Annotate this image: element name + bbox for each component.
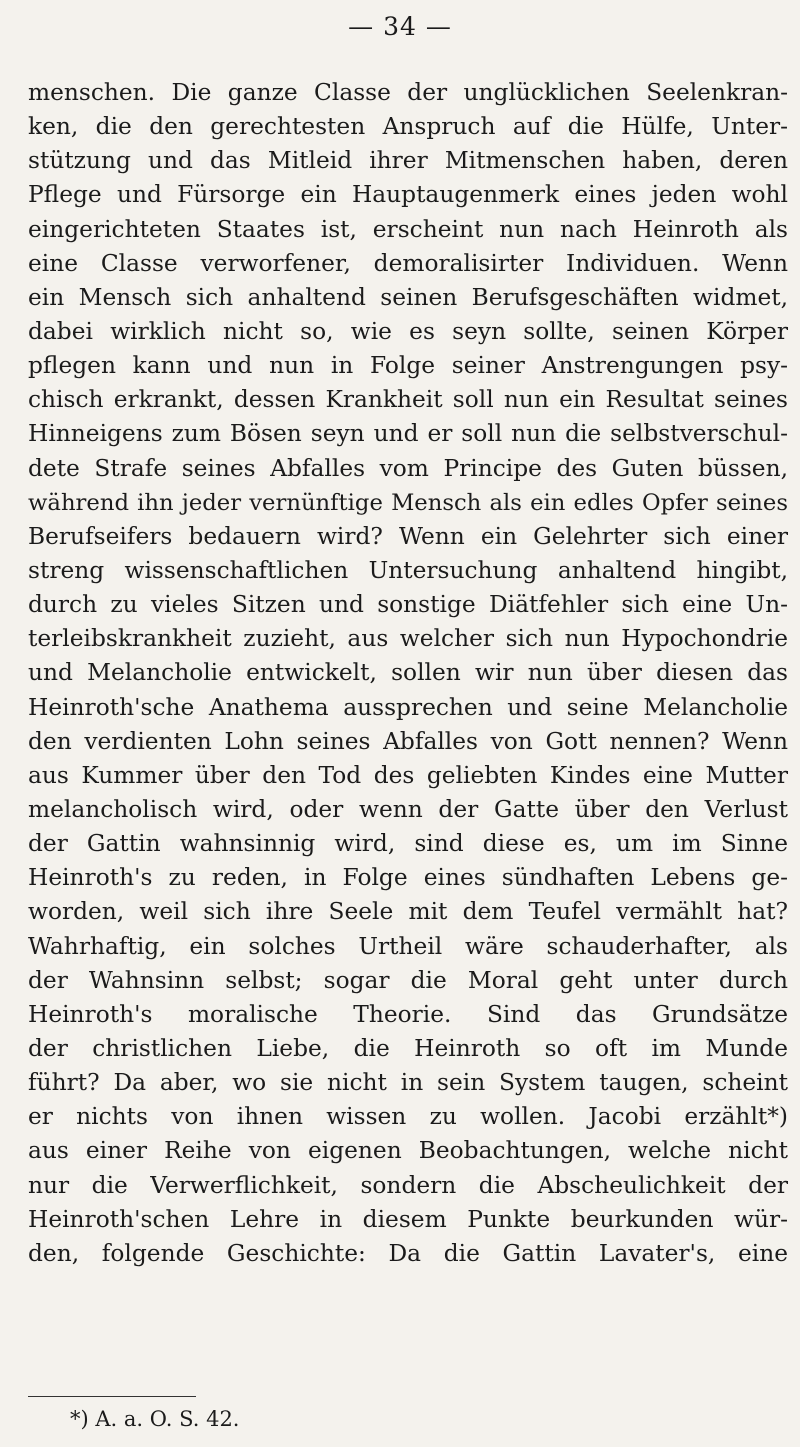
text-line-18: und Melancholie entwickelt, sollen wir nun über diesen das (28, 659, 788, 687)
text-line-16: durch zu vieles Sitzen und sonstige Diätfehler sich eine Un- (28, 591, 788, 619)
text-line-28: Heinroth's moralische Theorie. Sind das Grundsätze (28, 1000, 788, 1028)
text-line-20: den verdienten Lohn seines Abfalles von Gott nennen? Wenn (28, 727, 788, 755)
text-line-15: streng wissenschaftlichen Untersuchung anhaltend hingibt, (28, 556, 788, 584)
text-line-27: der Wahnsinn selbst; sogar die Moral geht unter durch (28, 966, 788, 994)
text-line-12: dete Strafe seines Abfalles vom Principe des Guten büssen, (28, 454, 788, 482)
text-line-24: Heinroth's zu reden, in Folge eines sündhaften Lebens ge- (28, 864, 788, 892)
text-line-11: Hinneigens zum Bösen seyn und er soll nun die selbstverschul- (28, 420, 788, 448)
text-line-6: eine Classe verworfener, demoralisirter Individuen. Wenn (28, 249, 788, 277)
text-line-29: der christlichen Liebe, die Heinroth so oft im Munde (28, 1034, 788, 1062)
text-line-21: aus Kummer über den Tod des geliebten Kindes eine Mutter (28, 761, 788, 789)
text-line-8: dabei wirklich nicht so, wie es seyn sollte, seinen Körper (28, 317, 788, 345)
footnote: *) A. a. O. S. 42. (70, 1407, 240, 1431)
page-number: — 34 — (348, 12, 452, 41)
text-line-25: worden, weil sich ihre Seele mit dem Teufel vermählt hat? (28, 898, 788, 926)
text-line-2: ken, die den gerechtesten Anspruch auf die Hülfe, Unter- (28, 113, 788, 141)
text-line-23: der Gattin wahnsinnig wird, sind diese es, um im Sinne (28, 830, 788, 858)
text-line-14: Berufseifers bedauern wird? Wenn ein Gelehrter sich einer (28, 522, 788, 550)
text-line-9: pflegen kann und nun in Folge seiner Anstrengungen psy- (28, 352, 788, 380)
text-line-17: terleibskrankheit zuzieht, aus welcher sich nun Hypochondrie (28, 625, 788, 653)
text-line-3: stützung und das Mitleid ihrer Mitmenschen haben, deren (28, 147, 788, 175)
text-line-7: ein Mensch sich anhaltend seinen Berufsgeschäften widmet, (28, 283, 788, 311)
text-line-10: chisch erkrankt, dessen Krankheit soll nun ein Resultat seines (28, 386, 788, 414)
text-line-19: Heinroth'sche Anathema aussprechen und seine Melancholie (28, 693, 788, 721)
text-line-31: er nichts von ihnen wissen zu wollen. Jacobi erzählt*) (28, 1103, 788, 1131)
text-line-32: aus einer Reihe von eigenen Beobachtungen, welche nicht (28, 1137, 788, 1165)
text-line-1: menschen. Die ganze Classe der unglücklichen Seelenkran- (28, 79, 788, 106)
text-line-33: nur die Verwerflichkeit, sondern die Abscheulichkeit der (28, 1171, 788, 1199)
text-line-26: Wahrhaftig, ein solches Urtheil wäre schauderhafter, als (28, 932, 788, 960)
text-line-35: den, folgende Geschichte: Da die Gattin Lavater's, eine (28, 1239, 788, 1267)
text-line-34: Heinroth'schen Lehre in diesem Punkte beurkunden wür- (28, 1205, 788, 1233)
text-line-22: melancholisch wird, oder wenn der Gatte über den Verlust (28, 795, 788, 823)
text-line-4: Pflege und Fürsorge ein Hauptaugenmerk eines jeden wohl (28, 181, 788, 209)
body-text (28, 76, 788, 1271)
text-line-13: während ihn jeder vernünftige Mensch als ein edles Opfer seines (28, 489, 788, 516)
text-line-30: führt? Da aber, wo sie nicht in sein System taugen, scheint (28, 1069, 788, 1097)
text-line-5: eingerichteten Staates ist, erscheint nun nach Heinroth als (28, 215, 788, 243)
footnote-divider (28, 1396, 196, 1397)
